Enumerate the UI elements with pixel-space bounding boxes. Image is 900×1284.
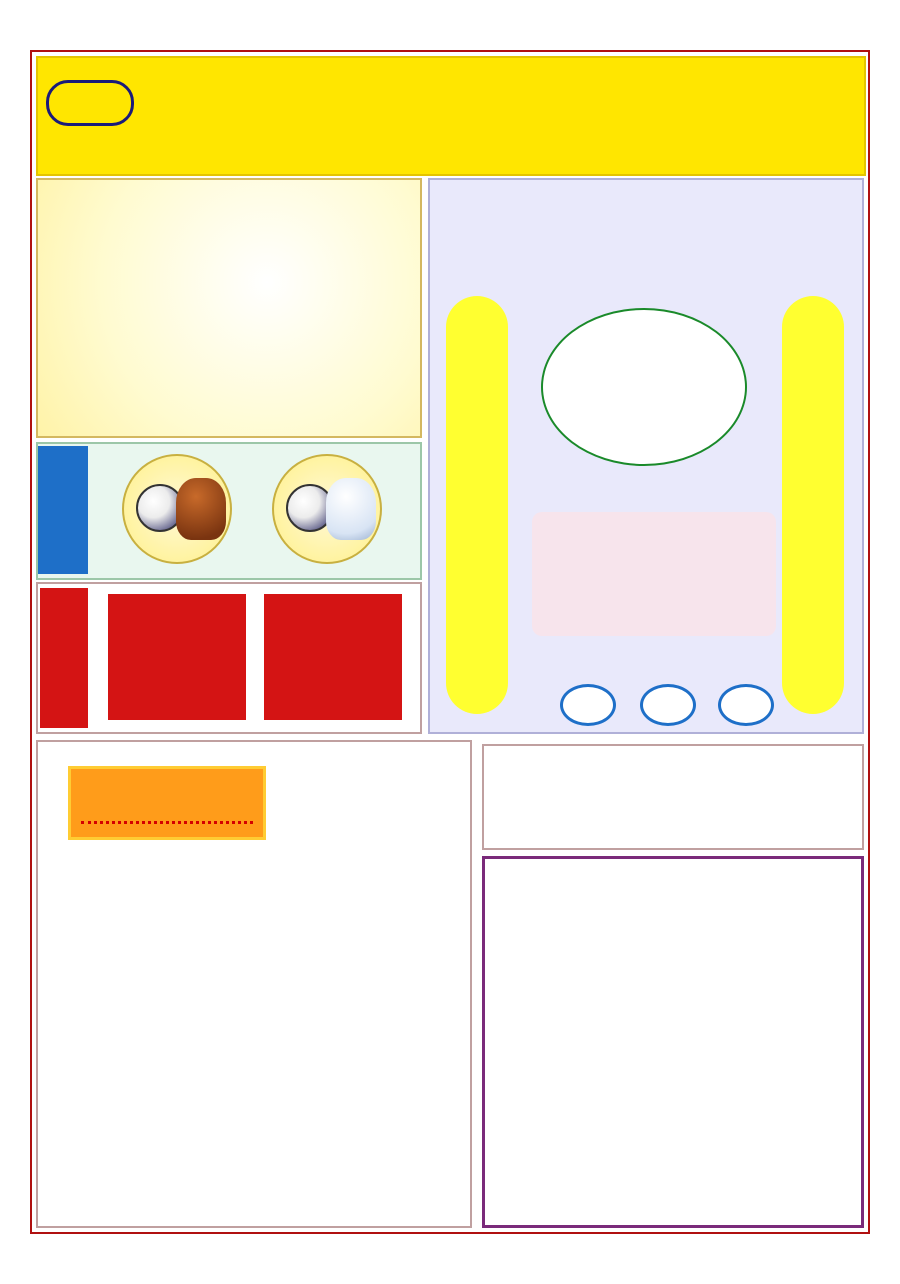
right-pill bbox=[782, 296, 844, 714]
humor-badge bbox=[68, 766, 266, 840]
oracle-number bbox=[541, 308, 747, 466]
humor-title bbox=[150, 858, 354, 894]
border-top bbox=[6, 26, 894, 50]
results-title bbox=[484, 866, 862, 916]
special-value-2 bbox=[264, 594, 402, 720]
provide-number bbox=[718, 684, 774, 726]
goat-icon bbox=[326, 478, 376, 540]
blessing-box bbox=[482, 744, 864, 850]
monkey-icon bbox=[176, 478, 226, 540]
humor-story bbox=[46, 922, 462, 1222]
poem-say-box bbox=[532, 512, 776, 636]
poem-box bbox=[36, 178, 422, 438]
humor-subtitle bbox=[268, 786, 468, 826]
special-value-1 bbox=[108, 594, 246, 720]
zodiac-tag bbox=[38, 446, 88, 574]
border-right bbox=[874, 48, 898, 1236]
border-left bbox=[4, 48, 28, 1236]
version-badge bbox=[46, 80, 134, 126]
provide-number bbox=[560, 684, 616, 726]
left-pill bbox=[446, 296, 508, 714]
page-title bbox=[140, 64, 840, 168]
border-bottom bbox=[6, 1236, 894, 1260]
oracle-title bbox=[440, 196, 840, 266]
badge-wave bbox=[81, 821, 253, 831]
special-code-tag bbox=[40, 588, 88, 728]
provide-number bbox=[640, 684, 696, 726]
